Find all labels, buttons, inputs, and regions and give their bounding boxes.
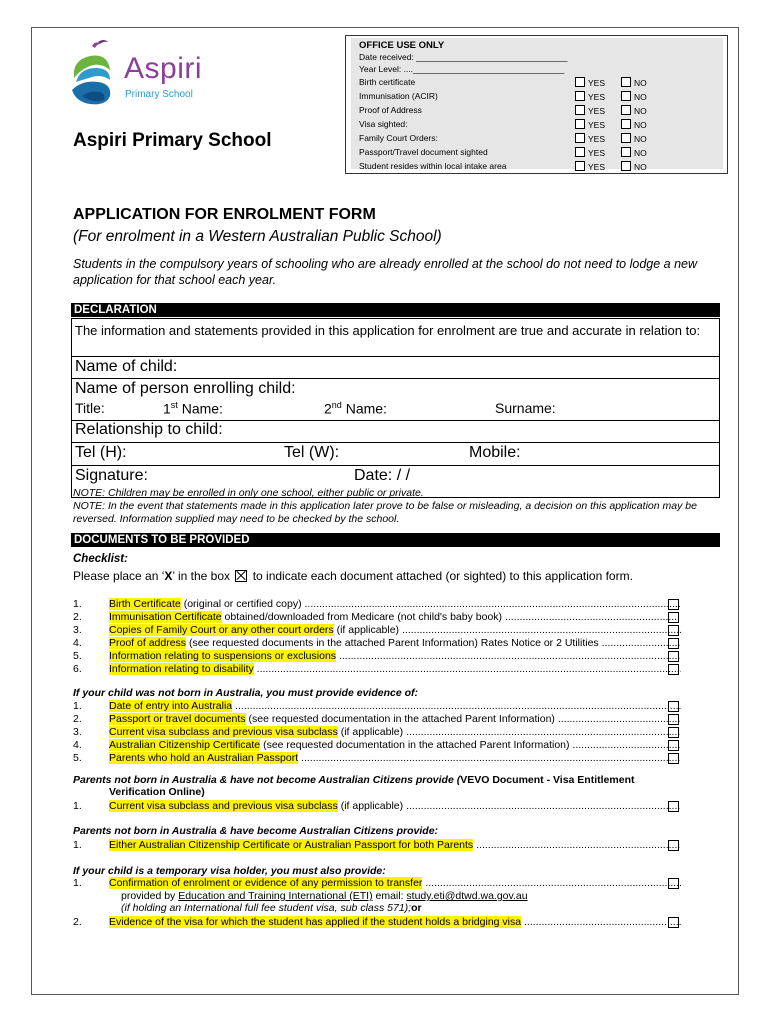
mobile-field[interactable]: Mobile: <box>469 444 521 461</box>
declaration-box <box>71 318 720 498</box>
office-use-panel <box>351 38 723 172</box>
date-received: Date received: ________________________________ <box>359 52 568 62</box>
title-field[interactable]: Title: <box>75 400 105 416</box>
office-row-label: Proof of Address <box>359 105 422 115</box>
list-item: 2. Passport or travel documents (see requested documentation in the attached Parent Information) ..... <box>73 713 681 726</box>
logo-subtitle: Primary School <box>125 89 193 100</box>
vevo-section-title-cont: Verification Online) <box>109 786 205 798</box>
list-item: 2. Evidence of the visa for which the student has applied if the student holds a bridging visa ..... <box>73 916 681 929</box>
checklist-title: Checklist: <box>73 553 128 565</box>
citizens-section-title: Parents not born in Australia & have become Australian Citizens provide: <box>73 825 439 837</box>
office-use-title: OFFICE USE ONLY <box>359 40 445 51</box>
office-row-passport: Passport/Travel document sighted YES NO <box>359 147 647 158</box>
item-checkbox[interactable] <box>668 599 679 610</box>
declaration-statement: The information and statements provided in this application for enrolment are true and accurate in relation to: <box>75 323 701 338</box>
office-use-box <box>345 35 728 174</box>
list-item: 2. Immunisation Certificate obtained/downloaded from Medicare (not child's baby book) ..... <box>73 611 681 624</box>
item-checkbox[interactable] <box>668 753 679 764</box>
office-row-birth-certificate: Birth certificate YES NO <box>359 77 647 88</box>
declaration-notes <box>73 487 713 526</box>
not-born-section-title: If your child was not born in Australia, you must provide evidence of: <box>73 687 418 699</box>
documents-bar: DOCUMENTS TO BE PROVIDED <box>71 533 720 547</box>
date-field[interactable]: Date: / / <box>354 467 411 484</box>
logo-wordmark: Aspiri <box>124 52 203 85</box>
crossed-box-icon <box>235 570 247 582</box>
school-logo <box>68 38 218 108</box>
office-row-intake-area: Student resides within local intake area YES NO <box>359 161 647 172</box>
tel-home-field[interactable]: Tel (H): <box>75 444 127 461</box>
note-false-statements: NOTE: In the event that statements made in this application later prove to be false or misleading, a decision on this application may be reversed. Information supplied may need to be checked by the school. <box>73 500 697 525</box>
item-checkbox[interactable] <box>668 801 679 812</box>
item-checkbox[interactable] <box>668 651 679 662</box>
item-checkbox[interactable] <box>668 664 679 675</box>
list-item: 3. Copies of Family Court or any other court orders (if applicable) ..... <box>73 624 681 637</box>
signature-field[interactable]: Signature: <box>75 467 148 484</box>
yes-checkbox[interactable] <box>575 105 585 115</box>
divider <box>72 465 719 466</box>
year-level: Year Level: ....________________________________ <box>359 64 565 74</box>
office-row-proof-of-address: Proof of Address YES NO <box>359 105 647 116</box>
checklist-instruction: Please place an ‘X’ in the box to indicate each document attached (or sighted) to this application form. <box>73 569 633 583</box>
office-row-family-court: Family Court Orders: YES NO <box>359 133 647 144</box>
second-name-field[interactable]: 2nd Name: <box>324 400 387 417</box>
temp-visa-section-title: If your child is a temporary visa holder, you must also provide: <box>73 865 386 877</box>
office-row-label: Immunisation (ACIR) <box>359 91 438 101</box>
eti-link[interactable]: Education and Training International (ETI) <box>178 890 373 902</box>
item-checkbox[interactable] <box>668 840 679 851</box>
yes-checkbox[interactable] <box>575 119 585 129</box>
list-item: 6. Information relating to disability ..... <box>73 663 681 676</box>
item-checkbox[interactable] <box>668 714 679 725</box>
office-row-immunisation: Immunisation (ACIR) YES NO <box>359 91 647 102</box>
tel-work-field[interactable]: Tel (W): <box>284 444 340 461</box>
note-one-school: NOTE: Children may be enrolled in only one school, either public or private. <box>73 487 424 499</box>
office-row-label: Family Court Orders: <box>359 133 438 143</box>
name-of-person-label: Name of person enrolling child: <box>75 380 296 397</box>
item-checkbox[interactable] <box>668 701 679 712</box>
list-item: 1. Current visa subclass and previous visa subclass (if applicable) ..... <box>73 800 681 813</box>
item-checkbox[interactable] <box>668 625 679 636</box>
office-row-label: Student resides within local intake area <box>359 161 507 171</box>
list-item: 1. Birth Certificate (original or certified copy) ..... <box>73 598 681 611</box>
form-subtitle: (For enrolment in a Western Australian Public School) <box>73 228 442 245</box>
list-item: 1. Confirmation of enrolment or evidence of any permission to transfer ..... <box>73 877 681 890</box>
no-checkbox[interactable] <box>621 161 631 171</box>
office-row-visa-sighted: Visa sighted: YES NO <box>359 119 647 130</box>
yes-checkbox[interactable] <box>575 91 585 101</box>
divider <box>72 356 719 357</box>
office-row-label: Visa sighted: <box>359 119 408 129</box>
form-note: Students in the compulsory years of schooling who are already enrolled at the school do not need to lodge a new application for that school each year. <box>73 257 698 287</box>
yes-checkbox[interactable] <box>575 147 585 157</box>
list-item: 5. Parents who hold an Australian Passport ..... <box>73 752 681 765</box>
yes-checkbox[interactable] <box>575 133 585 143</box>
yes-checkbox[interactable] <box>575 77 585 87</box>
item-checkbox[interactable] <box>668 740 679 751</box>
item-checkbox[interactable] <box>668 612 679 623</box>
list-item: 4. Australian Citizenship Certificate (see requested documentation in the attached Parent Information) ..... <box>73 739 681 752</box>
name-of-child-field[interactable]: Name of child: <box>75 358 178 375</box>
no-checkbox[interactable] <box>621 77 631 87</box>
item-checkbox[interactable] <box>668 638 679 649</box>
item-checkbox[interactable] <box>668 727 679 738</box>
first-name-field[interactable]: 1st Name: <box>163 400 223 417</box>
form-title: APPLICATION FOR ENROLMENT FORM <box>73 206 376 223</box>
no-checkbox[interactable] <box>621 91 631 101</box>
no-checkbox[interactable] <box>621 119 631 129</box>
surname-field[interactable]: Surname: <box>495 400 556 416</box>
list-item: 1. Either Australian Citizenship Certificate or Australian Passport for both Parents ..... <box>73 839 681 852</box>
eti-email-link[interactable]: study.eti@dtwd.wa.gov.au <box>406 890 528 902</box>
office-row-label: Passport/Travel document sighted <box>359 147 488 157</box>
item-checkbox[interactable] <box>668 878 679 889</box>
list-item: 3. Current visa subclass and previous visa subclass (if applicable) ..... <box>73 726 681 739</box>
no-checkbox[interactable] <box>621 133 631 143</box>
yes-checkbox[interactable] <box>575 161 585 171</box>
divider <box>72 442 719 443</box>
eti-contact-line: provided by Education and Training International (ETI) email: study.eti@dtwd.wa.gov.au <box>121 890 528 902</box>
list-item: 1. Date of entry into Australia ..... <box>73 700 681 713</box>
no-checkbox[interactable] <box>621 147 631 157</box>
vevo-section-title: Parents not born in Australia & have not become Australian Citizens provide (VEVO Document - Visa Entitlement <box>73 774 635 786</box>
list-item: 4. Proof of address (see requested documents in the attached Parent Information) Rates Notice or 2 Utilities ..... <box>73 637 681 650</box>
list-item: 5. Information relating to suspensions or exclusions ..... <box>73 650 681 663</box>
item-checkbox[interactable] <box>668 917 679 928</box>
school-name: Aspiri Primary School <box>73 130 272 151</box>
divider <box>72 378 719 379</box>
student-visa-note: (if holding an International full fee student visa, sub class 571);or <box>121 902 422 914</box>
declaration-bar: DECLARATION <box>71 303 720 317</box>
relationship-field[interactable]: Relationship to child: <box>75 421 223 438</box>
office-row-label: Birth certificate <box>359 77 416 87</box>
no-checkbox[interactable] <box>621 105 631 115</box>
